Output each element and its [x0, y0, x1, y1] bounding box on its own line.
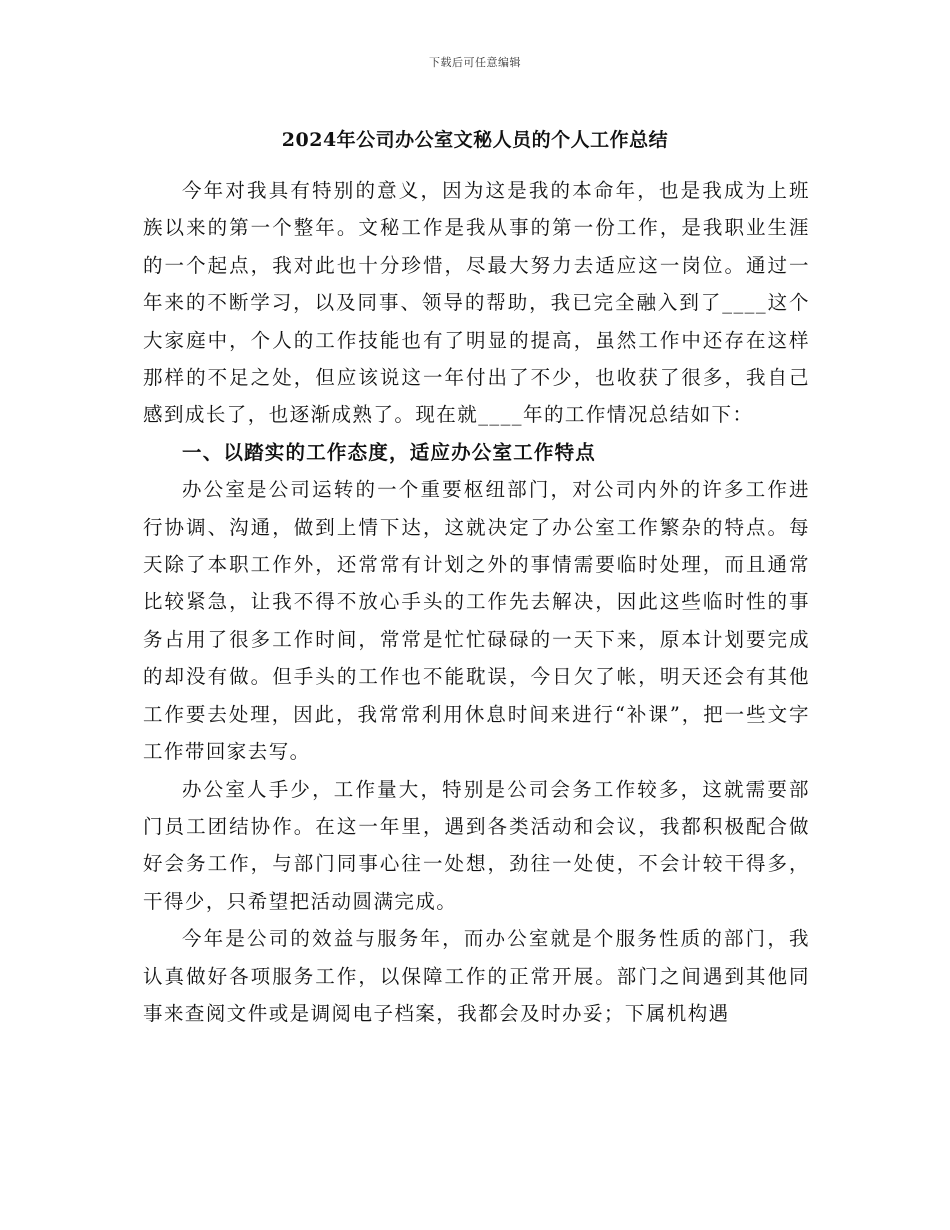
section-heading-1: 一、以踏实的工作态度，适应办公室工作特点 — [182, 440, 597, 464]
page-title: 2024年公司办公室文秘人员的个人工作总结 — [281, 129, 669, 151]
header-note: 下载后可任意编辑 — [429, 56, 521, 69]
intro-paragraph: 今年对我具有特别的意义，因为这是我的本命年，也是我成为上班族以来的第一个整年。文秘工作是我从事的第一份工作，是我职业生涯的一个起点，我对此也十分珍惜，尽最大努力去适应这一岗位。通过一年来的不断学习，以及同事、领导的帮助，我已完全融入到了____这个大家庭中，个人的工作技能也有了明显的提高，虽然工作中还存在这样那样的不足之处，但应该说这一年付出了不少，也收获了很多，我自己感到成长了，也逐渐成熟了。现在就____年的工作情况总结如下： — [143, 179, 810, 427]
document-body — [143, 172, 810, 1032]
body-paragraph-3: 今年是公司的效益与服务年，而办公室就是个服务性质的部门，我认真做好各项服务工作，以保障工作的正常开展。部门之间遇到其他同事来查阅文件或是调阅电子档案，我都会及时办妥；下属机构遇 — [143, 927, 810, 1025]
body-paragraph-2: 办公室人手少，工作量大，特别是公司会务工作较多，这就需要部门员工团结协作。在这一年里，遇到各类活动和会议，我都积极配合做好会务工作，与部门同事心往一处想，劲往一处使，不会计较干得多，干得少，只希望把活动圆满完成。 — [143, 777, 810, 913]
body-paragraph-1: 办公室是公司运转的一个重要枢纽部门，对公司内外的许多工作进行协调、沟通，做到上情下达，这就决定了办公室工作繁杂的特点。每天除了本职工作外，还常常有计划之外的事情需要临时处理，而且通常比较紧急，让我不得不放心手头的工作先去解决，因此这些临时性的事务占用了很多工作时间，常常是忙忙碌碌的一天下来，原本计划要完成的却没有做。但手头的工作也不能耽误，今日欠了帐，明天还会有其他工作要去处理，因此，我常常利用休息时间来进行“补课”，把一些文字工作带回家去写。 — [143, 478, 810, 764]
